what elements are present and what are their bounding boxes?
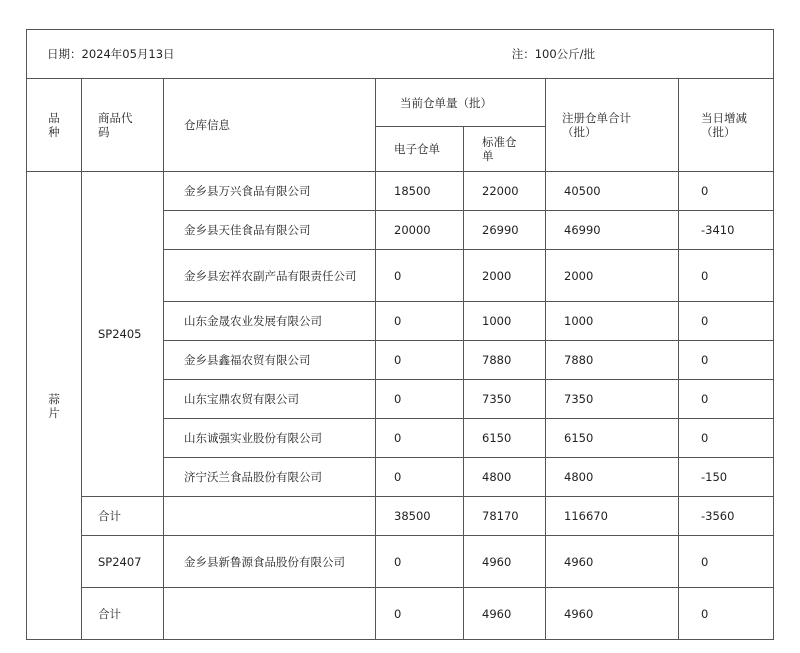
standard-value: 7350 xyxy=(464,380,546,419)
standard-value: 26990 xyxy=(464,211,546,250)
registered-total-value: 7350 xyxy=(546,380,679,419)
daily-change-value: 0 xyxy=(679,250,774,302)
subtotal-electronic: 0 xyxy=(376,588,464,640)
subtotal-row xyxy=(27,588,774,640)
daily-change-value: 0 xyxy=(679,302,774,341)
warehouse-name: 山东金晟农业发展有限公司 xyxy=(164,302,376,341)
registered-total-value: 1000 xyxy=(546,302,679,341)
electronic-value: 18500 xyxy=(376,172,464,211)
unit-note: 注：100公斤/批 xyxy=(511,47,596,61)
standard-value: 4800 xyxy=(464,458,546,497)
electronic-value: 0 xyxy=(376,302,464,341)
daily-change-value: -3410 xyxy=(679,211,774,250)
warehouse-name: 金乡县新鲁源食品股份有限公司 xyxy=(164,536,376,588)
standard-value: 4960 xyxy=(464,536,546,588)
registered-total-value: 4800 xyxy=(546,458,679,497)
header-electronic: 电子仓单 xyxy=(376,127,464,172)
daily-change-value: 0 xyxy=(679,380,774,419)
subtotal-change: -3560 xyxy=(679,497,774,536)
warehouse-name: 金乡县万兴食品有限公司 xyxy=(164,172,376,211)
electronic-value: 0 xyxy=(376,380,464,419)
standard-value: 2000 xyxy=(464,250,546,302)
header-current: 当前仓单量（批） xyxy=(376,79,546,127)
product-code-sp2405: SP2405 xyxy=(82,172,164,497)
standard-value: 6150 xyxy=(464,419,546,458)
daily-change-value: 0 xyxy=(679,536,774,588)
warehouse-receipt-table xyxy=(26,29,774,640)
warehouse-name: 金乡县天佳食品有限公司 xyxy=(164,211,376,250)
standard-value: 7880 xyxy=(464,341,546,380)
registered-total-value: 6150 xyxy=(546,419,679,458)
header-warehouse: 仓库信息 xyxy=(164,79,376,172)
electronic-value: 0 xyxy=(376,250,464,302)
report-date: 日期：2024年05月13日 xyxy=(47,47,175,61)
warehouse-name: 金乡县宏祥农副产品有限责任公司 xyxy=(164,250,376,302)
daily-change-value: 0 xyxy=(679,341,774,380)
table-row xyxy=(27,536,774,588)
electronic-value: 0 xyxy=(376,536,464,588)
electronic-value: 20000 xyxy=(376,211,464,250)
electronic-value: 0 xyxy=(376,419,464,458)
subtotal-label: 合计 xyxy=(82,497,164,536)
info-row xyxy=(27,30,774,79)
warehouse-name: 济宁沃兰食品股份有限公司 xyxy=(164,458,376,497)
header-registered-total: 注册仓单合计 （批） xyxy=(546,79,679,172)
subtotal-row xyxy=(27,497,774,536)
header-row-1 xyxy=(27,79,774,127)
registered-total-value: 2000 xyxy=(546,250,679,302)
subtotal-empty-cell xyxy=(164,497,376,536)
subtotal-electronic: 38500 xyxy=(376,497,464,536)
daily-change-value: 0 xyxy=(679,172,774,211)
registered-total-value: 46990 xyxy=(546,211,679,250)
subtotal-total: 4960 xyxy=(546,588,679,640)
warehouse-name: 山东宝鼎农贸有限公司 xyxy=(164,380,376,419)
header-code: 商品代 码 xyxy=(82,79,164,172)
registered-total-value: 40500 xyxy=(546,172,679,211)
subtotal-standard: 78170 xyxy=(464,497,546,536)
standard-value: 1000 xyxy=(464,302,546,341)
electronic-value: 0 xyxy=(376,341,464,380)
warehouse-name: 山东诚强实业股份有限公司 xyxy=(164,419,376,458)
header-variety: 品 种 xyxy=(27,79,82,172)
variety-cell: 蒜 片 xyxy=(27,172,82,640)
header-standard: 标准仓 单 xyxy=(464,127,546,172)
electronic-value: 0 xyxy=(376,458,464,497)
daily-change-value: 0 xyxy=(679,419,774,458)
table-row xyxy=(27,172,774,211)
warehouse-name: 金乡县鑫福农贸有限公司 xyxy=(164,341,376,380)
daily-change-value: -150 xyxy=(679,458,774,497)
standard-value: 22000 xyxy=(464,172,546,211)
subtotal-total: 116670 xyxy=(546,497,679,536)
subtotal-label: 合计 xyxy=(82,588,164,640)
product-code-sp2407: SP2407 xyxy=(82,536,164,588)
header-daily-change: 当日增减 （批） xyxy=(679,79,774,172)
registered-total-value: 7880 xyxy=(546,341,679,380)
subtotal-change: 0 xyxy=(679,588,774,640)
subtotal-empty-cell xyxy=(164,588,376,640)
registered-total-value: 4960 xyxy=(546,536,679,588)
subtotal-standard: 4960 xyxy=(464,588,546,640)
